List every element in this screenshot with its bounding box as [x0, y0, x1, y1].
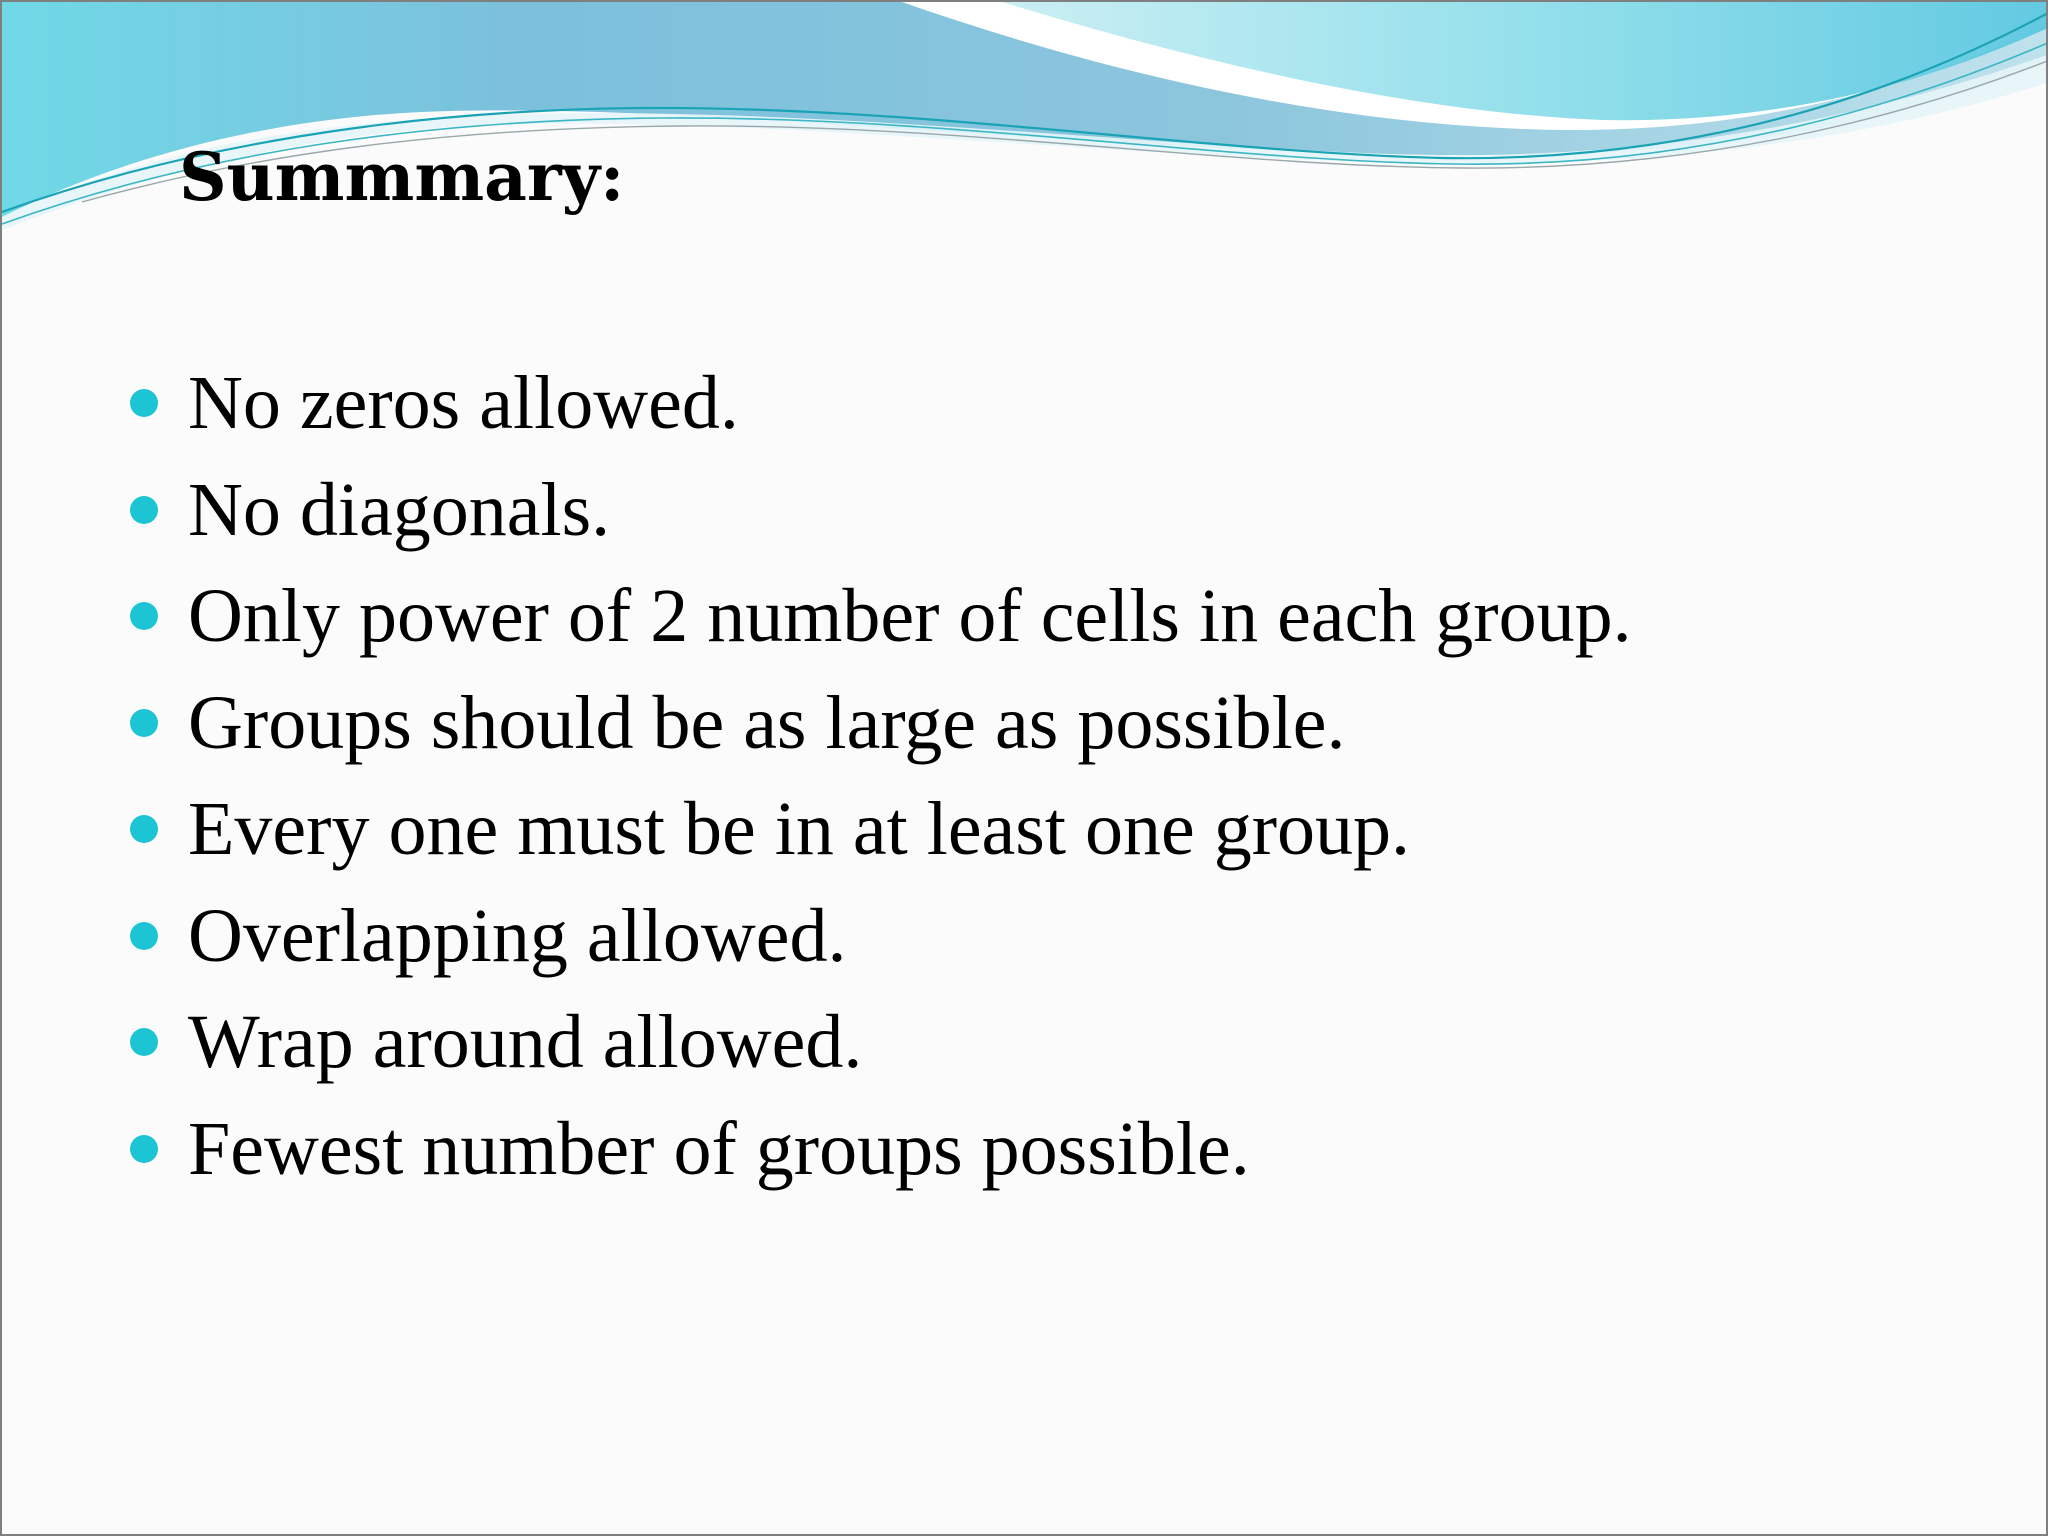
bullet-item [130, 350, 1632, 457]
bullet-text: Every one must be in at least one group. [188, 787, 1411, 872]
bullet-dot-icon [130, 496, 158, 524]
bullet-text: Fewest number of groups possible. [188, 1106, 1250, 1191]
bullet-item [130, 776, 1632, 883]
bullet-text: No diagonals. [188, 467, 611, 552]
bullet-dot-icon [130, 815, 158, 843]
bullet-dot-icon [130, 389, 158, 417]
slide-title: Summmary: [179, 138, 625, 216]
bullet-item [130, 670, 1632, 777]
bullet-item [130, 563, 1632, 670]
bullet-list [130, 350, 1632, 1202]
bullet-text: Overlapping allowed. [188, 893, 847, 978]
bullet-dot-icon [130, 602, 158, 630]
bullet-dot-icon [130, 709, 158, 737]
bullet-text: Wrap around allowed. [188, 1000, 863, 1085]
bullet-text: No zeros allowed. [188, 361, 739, 446]
bullet-text: Only power of 2 number of cells in each group. [188, 574, 1632, 659]
bullet-item [130, 1096, 1632, 1203]
bullet-item [130, 883, 1632, 990]
bullet-text: Groups should be as large as possible. [188, 680, 1346, 765]
bullet-item [130, 989, 1632, 1096]
bullet-dot-icon [130, 1135, 158, 1163]
bullet-dot-icon [130, 922, 158, 950]
bullet-item [130, 457, 1632, 564]
bullet-dot-icon [130, 1028, 158, 1056]
